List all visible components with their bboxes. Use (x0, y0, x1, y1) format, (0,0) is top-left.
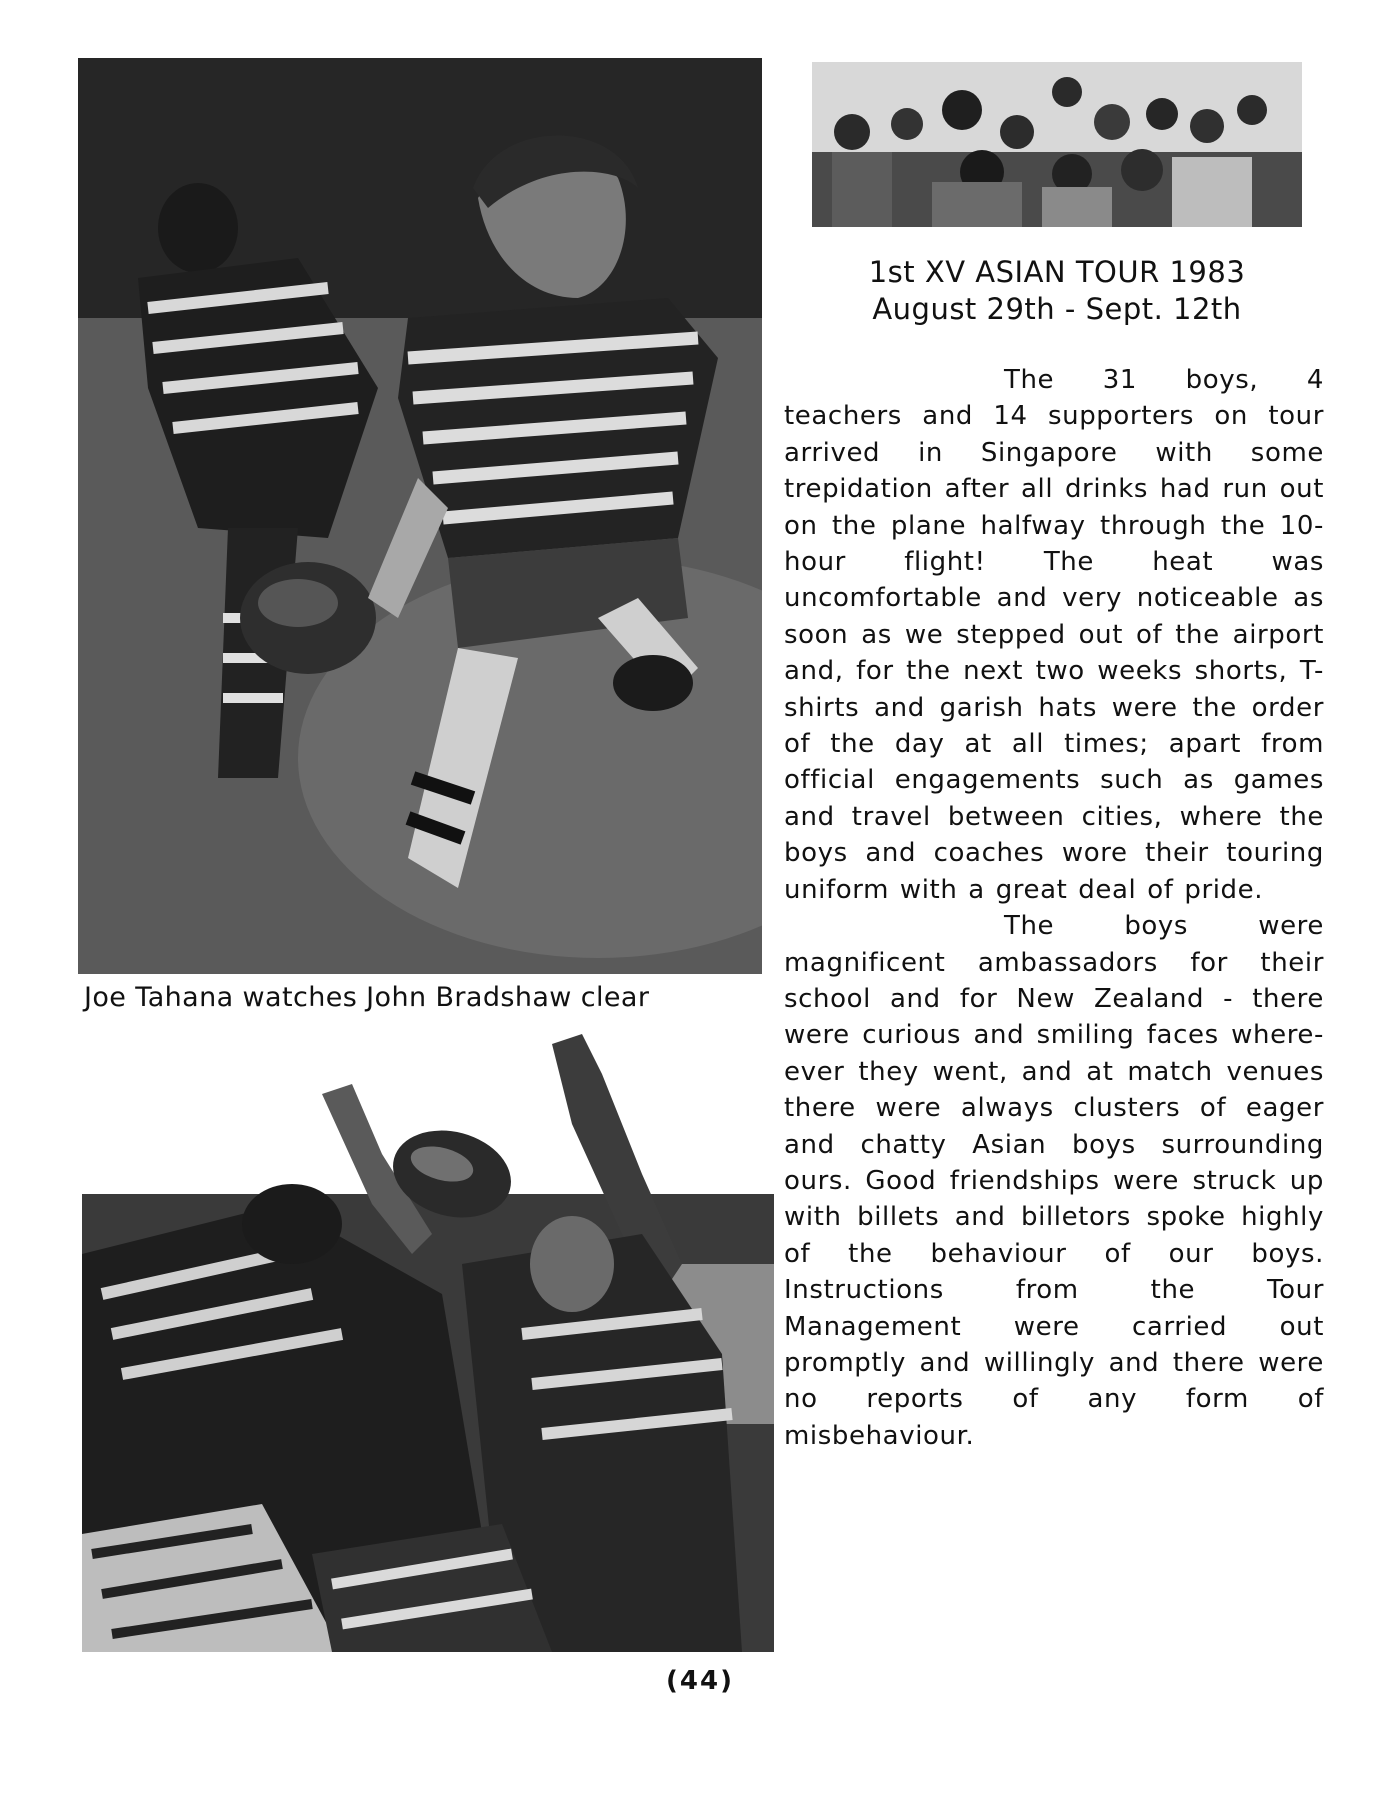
article-paragraph: The 31 boys, 4 teachers and 14 supporters on tour arrived in Singapore with some trepidation after all drinks had run out on the plane halfway through the 10-hour flight! The heat was uncomfortable and very noticeable as soon as we stepped out of the airport and, for the next two weeks shorts, T-shirts and garish hats were the order of the day at all times; apart from official engagements such as games and travel between cities, where the boys and coaches wore their touring uniform with a great deal of pride. (784, 365, 1324, 905)
article-title-line1: 1st XV ASIAN TOUR 1983 (868, 255, 1246, 289)
article-title (812, 254, 1302, 328)
article-body (784, 362, 1324, 1454)
article-paragraph: The boys were magnificent ambassadors for their school and for New Zealand - there were curious and smiling faces where-ever they went, and at match venues there were always clusters of eager and chatty Asian boys surrounding ours. Good friendships were struck up with billets and billetors spoke highly of the behaviour of our boys. Instructions from the Tour Management were carried out promptly and willingly and there were no reports of any form of misbehaviour. (784, 911, 1324, 1451)
tour-crowd-photo (812, 62, 1302, 227)
rugby-lineout-photo (82, 1034, 774, 1652)
rugby-kick-photo-icon (78, 58, 762, 974)
rugby-kick-photo (78, 58, 762, 974)
photo-caption: Joe Tahana watches John Bradshaw clear (84, 982, 650, 1013)
rugby-lineout-photo-icon (82, 1034, 774, 1652)
tour-crowd-photo-icon (812, 62, 1302, 227)
article-title-line2: August 29th - Sept. 12th (872, 292, 1242, 326)
page-number: (44) (666, 1666, 734, 1696)
